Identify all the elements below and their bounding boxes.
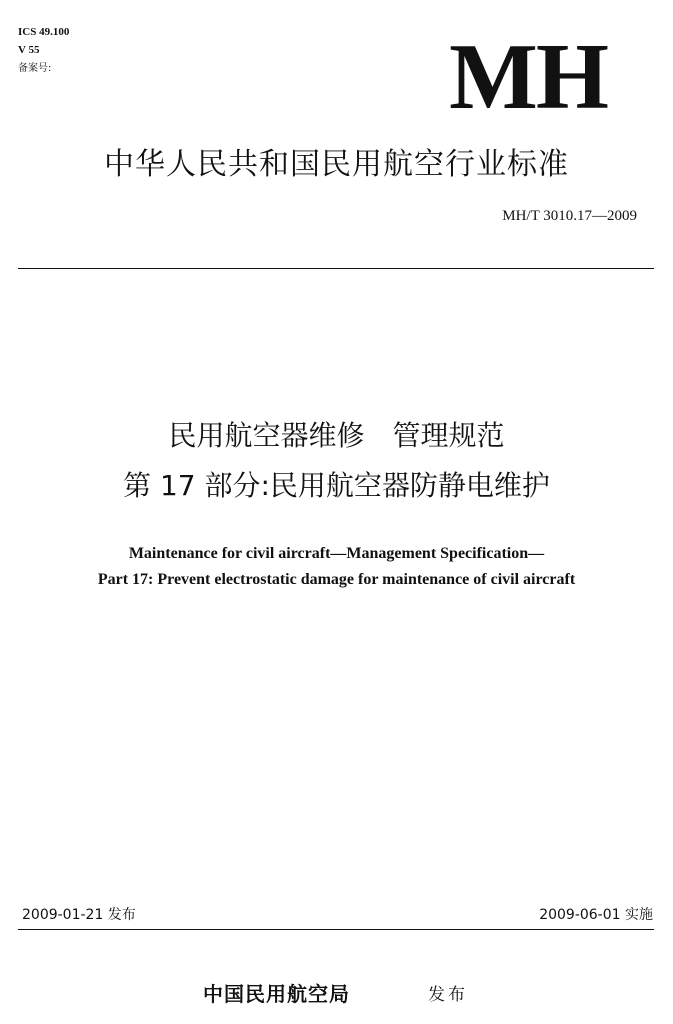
- issue-date: 2009-01-21 发布: [22, 907, 136, 923]
- standard-number: MH/T 3010.17—2009: [502, 208, 637, 224]
- publish-label: 发布: [428, 985, 468, 1005]
- footer-divider: [18, 929, 654, 930]
- english-title-line-2: Part 17: Prevent electrostatic damage for maintenance of civil aircraft: [97, 571, 576, 588]
- organization-title: 中华人民共和国民用航空行业标准: [104, 147, 569, 182]
- implementation-date: 2009-06-01 实施: [539, 907, 653, 923]
- mh-logo: MH: [449, 25, 607, 129]
- header-divider: [18, 268, 654, 269]
- ics-code: ICS 49.100: [18, 26, 70, 38]
- publisher-name: 中国民用航空局: [203, 982, 350, 1006]
- record-number-label: 备案号:: [18, 63, 52, 74]
- classification-code: V 55: [18, 44, 40, 56]
- chinese-title-line-1: 民用航空器维修 管理规范: [168, 419, 505, 452]
- english-title-line-1: Maintenance for civil aircraft—Management Specification—: [128, 545, 545, 562]
- chinese-title-line-2: 第 17 部分:民用航空器防静电维护: [123, 469, 550, 502]
